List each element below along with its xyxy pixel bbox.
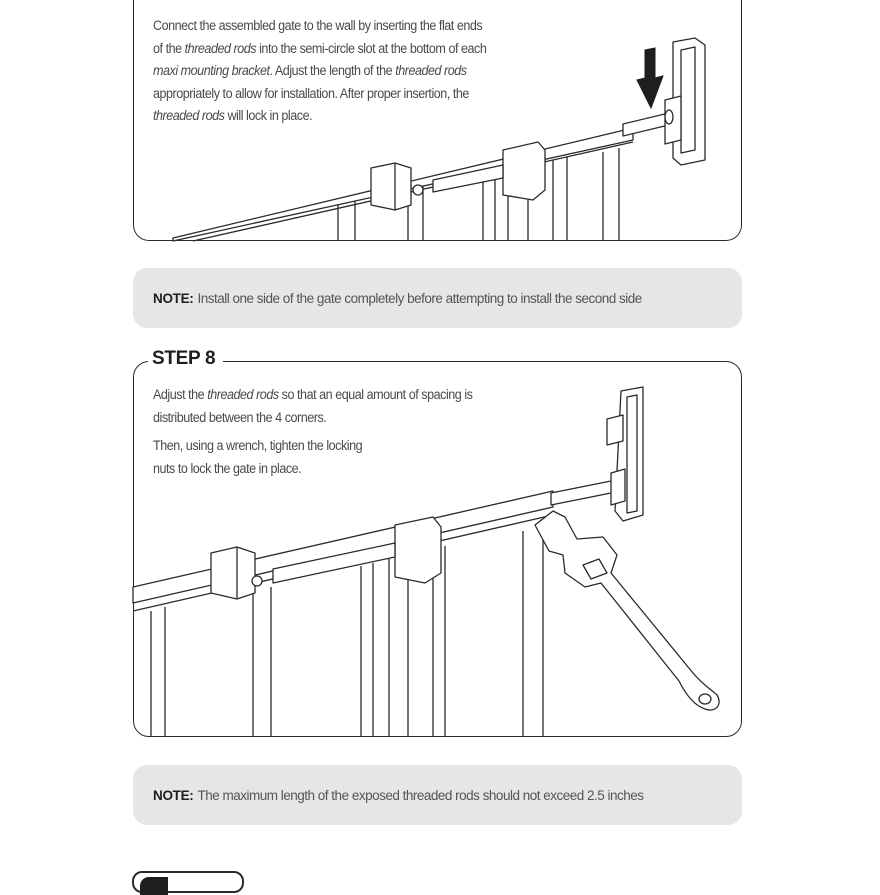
note-label: NOTE:	[153, 787, 194, 803]
step-7-line: Connect the assembled gate to the wall by inserting the flat ends	[153, 18, 483, 33]
down-arrow-icon	[637, 48, 663, 108]
step-7-line: threaded rods will lock in place.	[153, 108, 313, 123]
note-box	[133, 765, 742, 825]
step-7-line: of the threaded rods into the semi-circle slot at the bottom of each	[153, 40, 487, 56]
footer-badge	[132, 871, 244, 893]
note-text: Install one side of the gate completely before attempting to install the second side	[197, 290, 642, 306]
step-8-line: distributed between the 4 corners.	[153, 409, 327, 425]
step-7-illustration	[133, 0, 742, 241]
step-8-line: Adjust the threaded rods so that an equal amount of spacing is	[153, 387, 473, 402]
note-text: The maximum length of the exposed threaded rods should not exceed 2.5 inches	[197, 787, 644, 803]
note-label: NOTE:	[153, 290, 194, 306]
step-8-heading: STEP 8	[148, 348, 223, 370]
wrench-icon	[535, 511, 719, 710]
note-box	[133, 268, 742, 328]
step-7-line: appropriately to allow for installation. After proper insertion, the	[153, 85, 469, 101]
step-8-line: Then, using a wrench, tighten the locking	[153, 438, 363, 453]
step-8-line: nuts to lock the gate in place.	[153, 460, 302, 476]
step-7-line: maxi mounting bracket. Adjust the length of the threaded rods	[153, 63, 467, 78]
step-8-illustration	[133, 361, 742, 737]
